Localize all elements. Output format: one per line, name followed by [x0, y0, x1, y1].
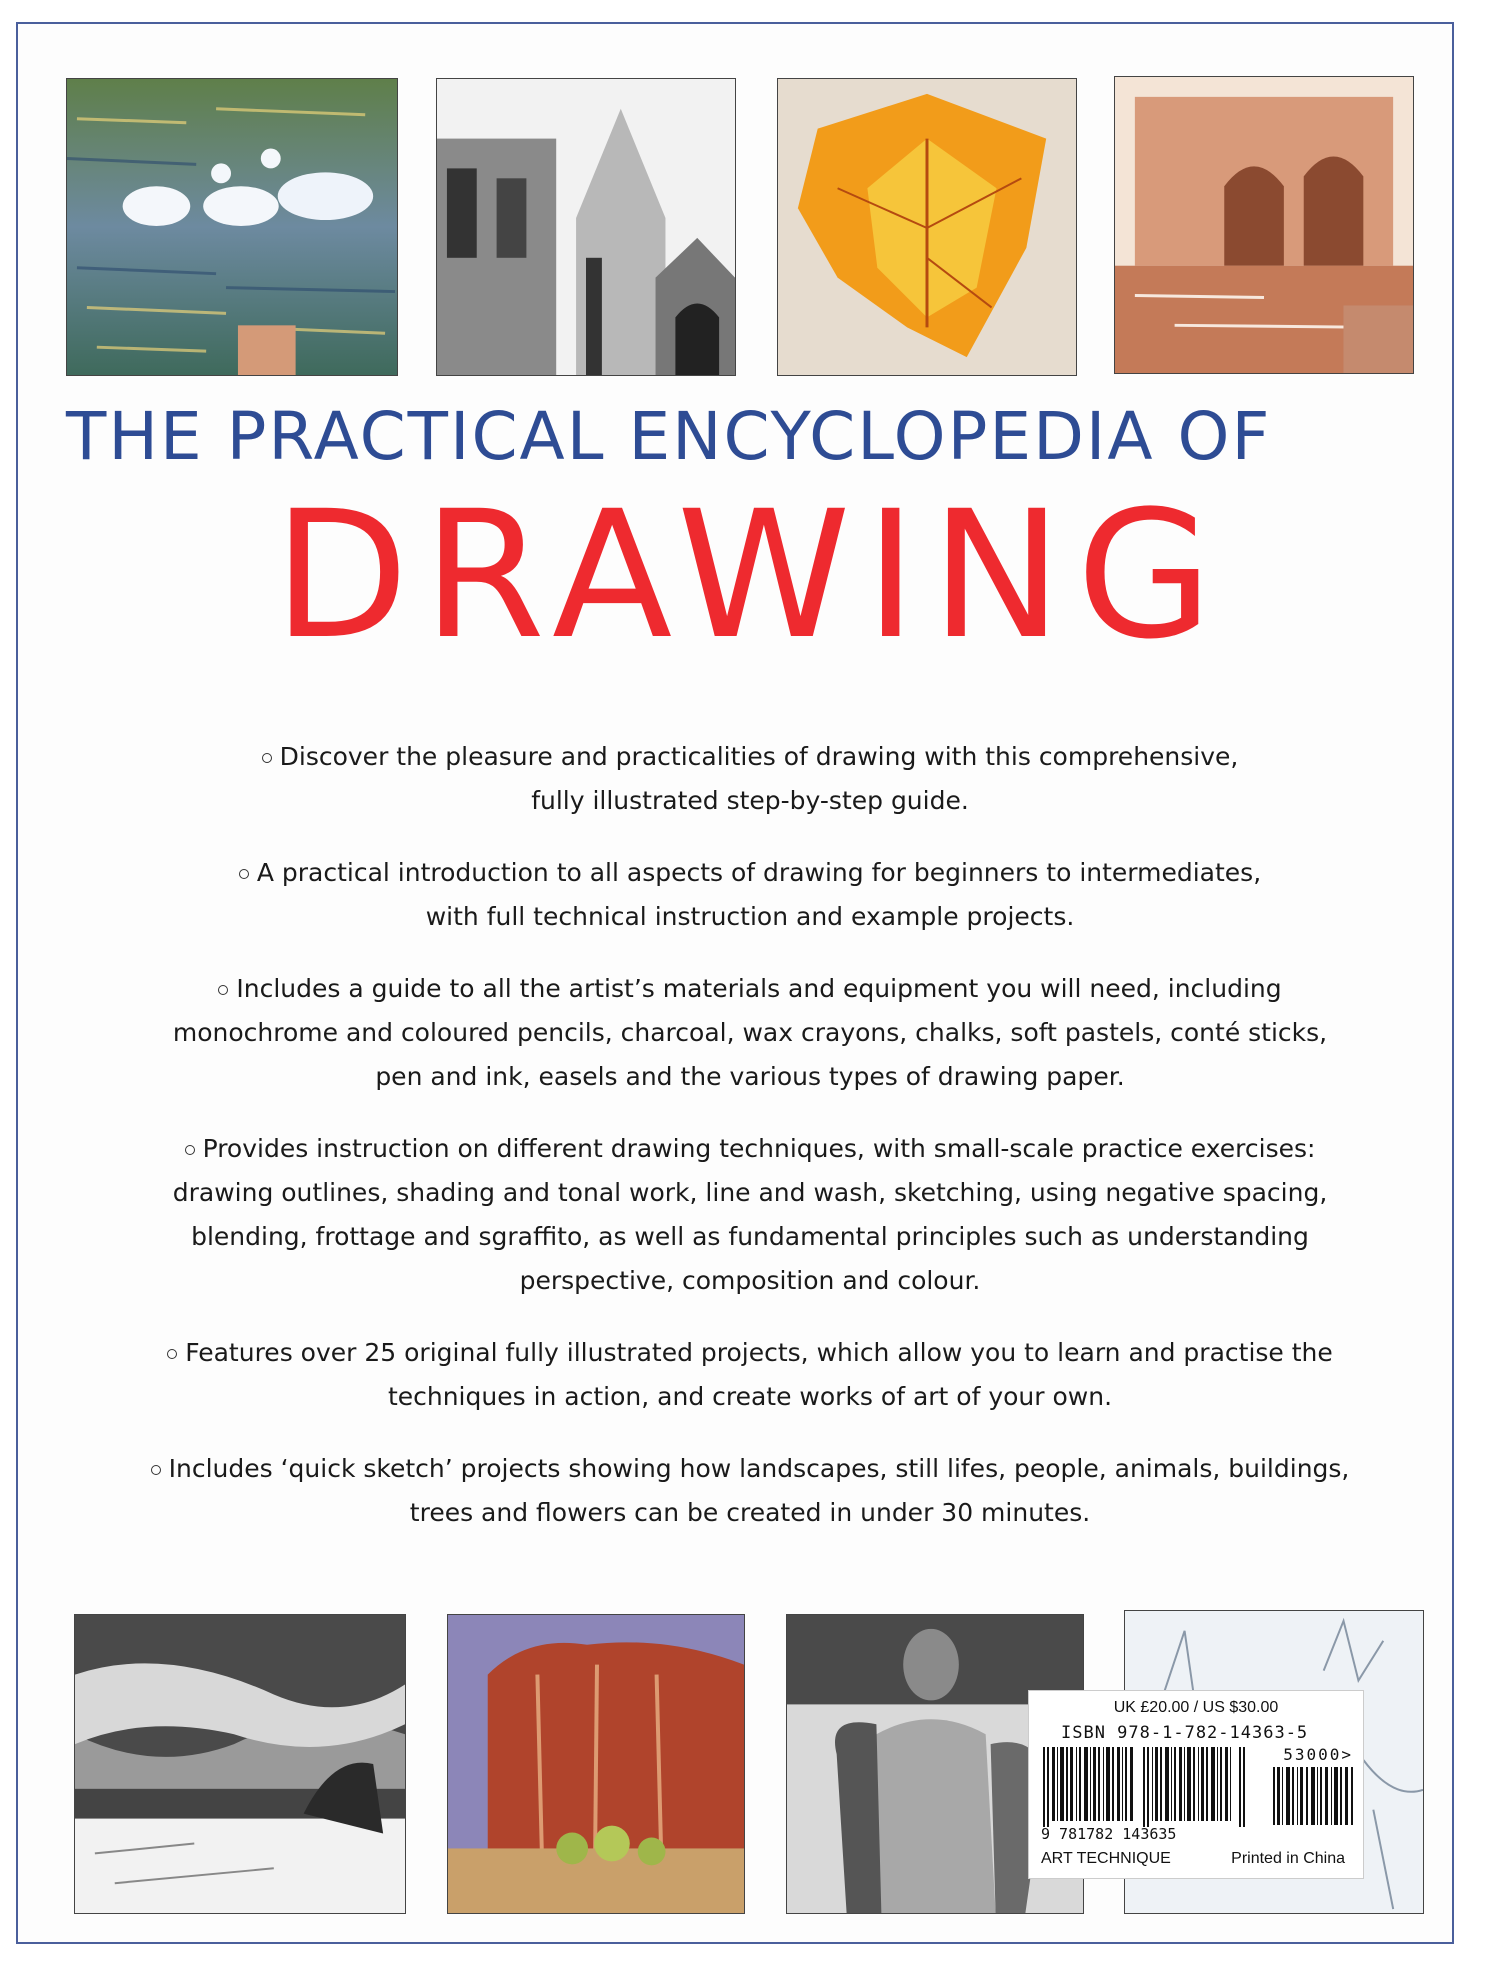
red-rocks-pastel-image — [447, 1614, 745, 1914]
addon-barcode-icon — [1273, 1767, 1355, 1825]
feature-item — [120, 735, 1380, 823]
feature-item — [120, 967, 1380, 1099]
category: ART TECHNIQUE — [1041, 1850, 1171, 1867]
feature-line: A practical introduction to all aspects of drawing for beginners to intermediates, — [256, 858, 1262, 887]
bullet-icon — [218, 985, 228, 995]
price: UK £20.00 / US $30.00 — [1113, 1699, 1279, 1716]
feature-line: Includes a guide to all the artist’s materials and equipment you will need, including — [236, 974, 1282, 1003]
title-main: DRAWING — [273, 473, 1227, 678]
feature-line: Includes ‘quick sketch’ projects showing how landscapes, still lifes, people, animals, buildings, — [168, 1454, 1350, 1483]
feature-line: blending, frottage and sgraffito, as well as fundamental principles such as understanding — [191, 1222, 1309, 1251]
cathedral-drawing-image — [436, 78, 736, 376]
feature-item — [120, 1127, 1380, 1303]
bullet-icon — [185, 1145, 195, 1155]
price-code: 53000> — [1283, 1745, 1353, 1764]
venice-watercolour-image — [1114, 76, 1414, 374]
feature-line: fully illustrated step-by-step guide. — [531, 786, 969, 815]
feature-line: monochrome and coloured pencils, charcoal, wax crayons, chalks, soft pastels, conté sticks, — [172, 1018, 1328, 1047]
feature-list — [120, 735, 1380, 1563]
feature-item — [120, 1447, 1380, 1535]
isbn-barcode-icon — [1043, 1747, 1253, 1827]
isbn: ISBN 978-1-782-14363-5 — [1061, 1723, 1309, 1743]
barcode-label — [1028, 1690, 1364, 1879]
feature-line: Provides instruction on different drawing techniques, with small-scale practice exercises: — [202, 1134, 1316, 1163]
printed-in: Printed in China — [1231, 1850, 1345, 1867]
bullet-icon — [151, 1465, 161, 1475]
feature-line: drawing outlines, shading and tonal work, line and wash, sketching, using negative spacing, — [172, 1178, 1328, 1207]
title-subtitle: THE PRACTICAL ENCYCLOPEDIA OF — [66, 398, 1272, 475]
feature-line: Features over 25 original fully illustrated projects, which allow you to learn and practise the — [185, 1338, 1333, 1367]
bullet-icon — [167, 1349, 177, 1359]
feature-item — [120, 1331, 1380, 1419]
autumn-leaf-image — [777, 78, 1077, 376]
feature-line: trees and flowers can be created in under 30 minutes. — [409, 1498, 1091, 1527]
bullet-icon — [262, 753, 272, 763]
feature-line: pen and ink, easels and the various types of drawing paper. — [375, 1062, 1125, 1091]
feature-line: Discover the pleasure and practicalities of drawing with this comprehensive, — [279, 742, 1239, 771]
feature-line: perspective, composition and colour. — [519, 1266, 981, 1295]
bullet-icon — [239, 869, 249, 879]
feature-item — [120, 851, 1380, 939]
barcode-digits: 9 781782 143635 — [1041, 1825, 1177, 1843]
feature-line: with full technical instruction and example projects. — [425, 902, 1075, 931]
feature-line: techniques in action, and create works of art of your own. — [387, 1382, 1113, 1411]
geese-painting-image — [66, 78, 398, 376]
stormy-landscape-image — [74, 1614, 406, 1914]
